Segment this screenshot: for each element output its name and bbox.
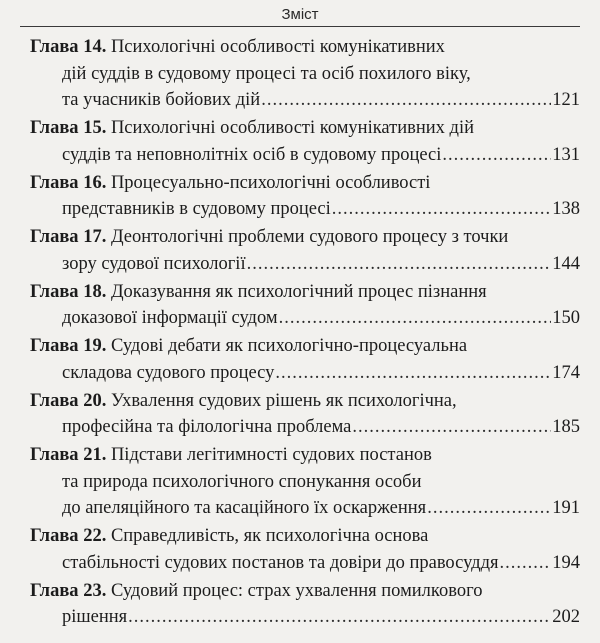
toc-entry-14[interactable] — [30, 34, 580, 114]
toc-entry-17[interactable] — [30, 224, 580, 277]
page-number: 144 — [552, 253, 580, 274]
entry-title-line: складова судового процесу — [62, 362, 275, 383]
table-of-contents — [30, 34, 580, 632]
dot-leader — [500, 550, 552, 577]
dot-leader — [275, 360, 551, 387]
toc-entry-22[interactable] — [30, 523, 580, 576]
chapter-label: Глава 22. — [30, 526, 107, 546]
entry-title-line: представників в судовому процесі — [62, 199, 331, 219]
dot-leader — [247, 251, 552, 278]
page-number: 174 — [552, 362, 580, 383]
entry-last-line — [30, 360, 580, 387]
page-number: 202 — [552, 607, 580, 627]
entry-title-line: Судові дебати як психологічно-процесуальна — [110, 336, 468, 356]
entry-title-line: та природа психологічного спонукання особи — [62, 471, 422, 492]
dot-leader — [332, 196, 551, 223]
chapter-label: Глава 15. — [30, 118, 107, 138]
chapter-label: Глава 16. — [30, 172, 107, 193]
entry-first-line — [30, 279, 580, 306]
entry-title-line: Доказування як психологічний процес пізнання — [110, 281, 487, 302]
entry-title-line: професійна та філологічна проблема — [62, 417, 352, 437]
entry-title-line: рішення — [62, 607, 128, 627]
entry-first-line — [30, 442, 580, 469]
chapter-label: Глава 21. — [30, 445, 107, 465]
entry-title-line: дій суддів в судовому процесі та осіб похилого віку, — [62, 63, 471, 84]
page-number: 150 — [552, 308, 580, 328]
chapter-label: Глава 23. — [30, 580, 107, 601]
entry-last-line — [30, 142, 580, 169]
dot-leader — [279, 305, 552, 332]
toc-entry-19[interactable] — [30, 333, 580, 386]
toc-entry-23[interactable] — [30, 578, 580, 631]
entry-last-line — [30, 305, 580, 332]
entry-title-line: Процесуально-психологічні особливості — [110, 172, 431, 193]
entry-first-line — [30, 333, 580, 360]
page-number: 138 — [552, 199, 580, 219]
chapter-label: Глава 18. — [30, 281, 107, 302]
entry-title-line: Судовий процес: страх ухвалення помилкового — [110, 580, 483, 601]
entry-title-line: Деонтологічні проблеми судового процесу з точки — [110, 227, 509, 247]
page-number: 191 — [552, 498, 580, 518]
toc-entry-15[interactable] — [30, 115, 580, 168]
entry-first-line — [30, 34, 580, 61]
entry-last-line — [30, 495, 580, 522]
chapter-label: Глава 17. — [30, 227, 107, 247]
page-number: 121 — [552, 90, 580, 110]
toc-entry-20[interactable] — [30, 388, 580, 441]
entry-title-line: та учасників бойових дій — [62, 90, 261, 110]
entry-title-line: до апеляційного та касаційного їх оскарження — [62, 498, 427, 518]
page-number: 131 — [552, 144, 580, 165]
entry-last-line — [30, 550, 580, 577]
entry-title-line: Психологічні особливості комунікативних — [110, 37, 445, 57]
entry-first-line — [30, 578, 580, 605]
entry-title-line: Підстави легітимності судових постанов — [110, 445, 432, 465]
toc-entry-18[interactable] — [30, 279, 580, 332]
dot-leader — [261, 87, 551, 114]
entry-last-line — [30, 414, 580, 441]
entry-first-line — [30, 388, 580, 415]
entry-title-line: суддів та неповнолітніх осіб в судовому процесі — [62, 144, 442, 165]
entry-title-line: Справедливість, як психологічна основа — [110, 526, 429, 546]
entry-title-line: Ухвалення судових рішень як психологічна, — [110, 390, 457, 411]
entry-last-line — [30, 87, 580, 114]
entry-title-line: доказової інформації судом — [62, 308, 278, 328]
entry-first-line — [30, 523, 580, 550]
entry-title-line: Психологічні особливості комунікативних дій — [110, 118, 475, 138]
chapter-label: Глава 14. — [30, 37, 107, 57]
chapter-label: Глава 20. — [30, 390, 107, 411]
entry-last-line — [30, 196, 580, 223]
dot-leader — [128, 604, 551, 631]
header-title: Зміст — [281, 6, 319, 23]
dot-leader — [427, 495, 551, 522]
chapter-label: Глава 19. — [30, 336, 107, 356]
page-number: 185 — [552, 417, 580, 437]
entry-first-line — [30, 170, 580, 197]
entry-first-line — [30, 115, 580, 142]
toc-entry-16[interactable] — [30, 170, 580, 223]
entry-first-line — [30, 224, 580, 251]
dot-leader — [442, 142, 551, 169]
toc-entry-21[interactable] — [30, 442, 580, 522]
entry-last-line — [30, 251, 580, 278]
entry-title-line: стабільності судових постанов та довіри до правосуддя — [62, 552, 499, 573]
entry-title-line: зору судової психології — [62, 253, 246, 274]
dot-leader — [352, 414, 551, 441]
running-header — [20, 4, 580, 27]
page-number: 194 — [552, 552, 580, 573]
entry-last-line — [30, 604, 580, 631]
